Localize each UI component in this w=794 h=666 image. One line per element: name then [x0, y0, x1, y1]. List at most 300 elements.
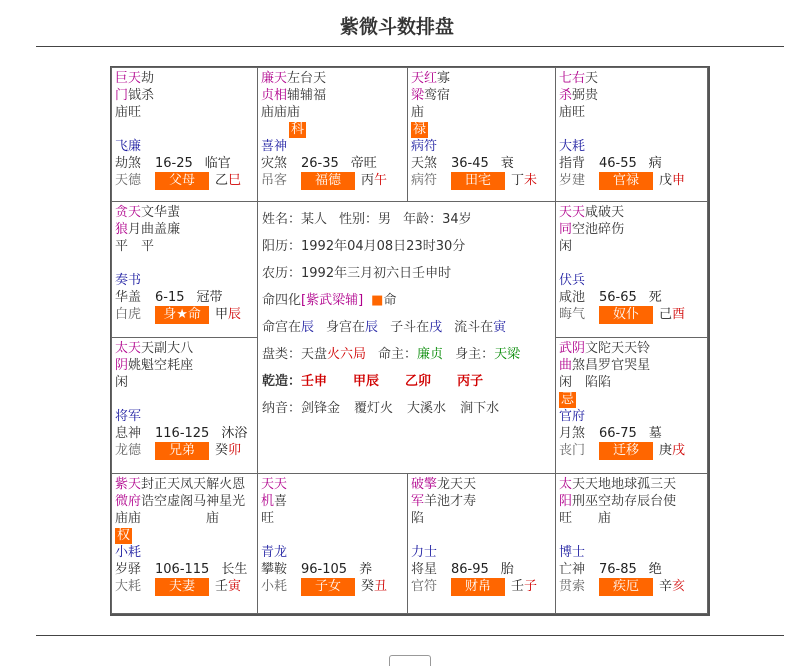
palace-name-badge[interactable]: 迁移 [599, 442, 653, 460]
god-name: 将军 [115, 409, 142, 424]
palace-name-badge[interactable]: 身★命 [155, 306, 209, 324]
brightness: 庙 [411, 105, 425, 120]
star-row-top [411, 476, 555, 493]
star-char: 擎 [424, 477, 438, 492]
transform-row [559, 391, 707, 408]
info-text: 天梁 [494, 347, 521, 362]
info-text: 身主： [455, 347, 495, 362]
top-divider [36, 46, 784, 47]
palace-cell[interactable] [257, 67, 408, 202]
palace-cell[interactable] [555, 67, 708, 202]
shensha-name: 劫煞 [115, 156, 142, 171]
star-char: 天 [141, 341, 155, 356]
star-char: 八 [180, 341, 194, 356]
star-char: 天 [128, 341, 142, 356]
star-char: 正 [154, 477, 168, 492]
brightness: 闲 陷陷 [559, 375, 612, 390]
age-row [559, 561, 707, 578]
star-row-bottom [261, 87, 407, 104]
pan-row [262, 341, 555, 368]
star-char: 福 [313, 88, 327, 103]
star-char: 府 [128, 494, 142, 509]
star-char: 龙 [437, 477, 451, 492]
god-name: 喜神 [261, 139, 288, 154]
shensha-name: 咸池 [559, 290, 586, 305]
star-char: 辅 [287, 88, 301, 103]
age-row [261, 155, 407, 172]
star-char: 紫 [115, 477, 129, 492]
star-row-top [261, 476, 407, 493]
star-row-top [115, 204, 257, 221]
god-name: 官府 [559, 409, 586, 424]
star-char: 文 [141, 205, 155, 220]
bazi-pillar: 丙子 [457, 374, 484, 389]
suisha-name: 贯索 [559, 579, 586, 594]
transform-row [115, 391, 257, 408]
life-stage: 病 [648, 156, 662, 171]
life-stage: 冠带 [196, 290, 223, 305]
brightness: 闲 [559, 239, 573, 254]
star-char: 姚 [128, 358, 142, 373]
palace-cell[interactable] [555, 337, 708, 474]
info-text: 辰 [365, 320, 379, 335]
star-row-bottom [115, 357, 257, 374]
star-row-bottom [115, 87, 257, 104]
suisha-name: 官符 [411, 579, 438, 594]
star-char: 天 [559, 205, 573, 220]
star-char: 阴 [115, 358, 129, 373]
star-row-top [261, 70, 407, 87]
star-char: 羊 [424, 494, 438, 509]
star-char: 辅 [300, 88, 314, 103]
shensha-name: 华盖 [115, 290, 142, 305]
palace-cell[interactable] [111, 337, 258, 474]
star-char: 杀 [559, 88, 573, 103]
star-char: 辰 [637, 494, 651, 509]
suisha-name: 吊客 [261, 173, 288, 188]
star-char: 天 [274, 71, 288, 86]
star-char: 天 [274, 477, 288, 492]
life-stage: 绝 [648, 562, 662, 577]
palace-name-badge[interactable]: 疾厄 [599, 578, 653, 596]
star-char: 贪 [115, 205, 129, 220]
star-char: 空 [572, 222, 586, 237]
brightness: 庙旺 [559, 105, 586, 120]
star-char: 天 [193, 477, 207, 492]
transform-row [115, 255, 257, 272]
star-char: 三 [650, 477, 664, 492]
star-char: 煞 [572, 358, 586, 373]
life-stage: 墓 [648, 426, 662, 441]
suisha-name: 丧门 [559, 443, 586, 458]
palace-row [559, 578, 707, 596]
heavenly-stem: 癸 [361, 579, 375, 594]
bazi-pillar: 壬申 [301, 374, 328, 389]
star-char: 哭 [624, 358, 638, 373]
star-char: 光 [232, 494, 246, 509]
life-stage: 衰 [500, 156, 514, 171]
palace-row [115, 578, 257, 596]
nayin-row [262, 395, 555, 422]
star-char: 使 [663, 494, 677, 509]
star-char: 池 [585, 222, 599, 237]
star-char: 劫 [611, 494, 625, 509]
palace-cell[interactable] [407, 473, 556, 614]
life-stage: 死 [648, 290, 662, 305]
palace-cell[interactable] [407, 67, 556, 202]
star-char: 盖 [154, 222, 168, 237]
star-char: 神 [206, 494, 220, 509]
info-text: 纳音： [262, 401, 302, 416]
sihua-row [262, 287, 555, 314]
god-name: 飞廉 [115, 139, 142, 154]
star-char: 军 [411, 494, 425, 509]
heavenly-stem: 癸 [215, 443, 229, 458]
star-char: 太 [115, 341, 129, 356]
brightness: 庙庙庙 [261, 105, 301, 120]
star-char: 天 [572, 205, 586, 220]
heavenly-stem: 甲 [215, 307, 229, 322]
star-char: 空 [154, 358, 168, 373]
suisha-name: 龙德 [115, 443, 142, 458]
info-text: 火六局 [327, 347, 367, 362]
age-range: 116-125 [155, 426, 210, 441]
center-info-panel [257, 201, 556, 474]
age-range: 66-75 [599, 426, 637, 441]
star-char: 天 [624, 341, 638, 356]
star-row-top [115, 340, 257, 357]
transform-row [115, 121, 257, 138]
star-char: 天 [128, 71, 142, 86]
star-char: 杀 [141, 88, 155, 103]
star-row-top [115, 70, 257, 87]
info-text: 流斗在 [454, 320, 494, 335]
star-char: 梁 [411, 88, 425, 103]
star-char: 华 [154, 205, 168, 220]
star-char: 虚 [167, 494, 181, 509]
age-row [411, 561, 555, 578]
age-range: 16-25 [155, 156, 193, 171]
star-char: 天 [663, 477, 677, 492]
suisha-name: 病符 [411, 173, 438, 188]
star-char: 曲 [559, 358, 573, 373]
star-char: 廉 [167, 222, 181, 237]
palace-name-badge[interactable]: 夫妻 [155, 578, 209, 596]
god-name: 力士 [411, 545, 438, 560]
god-name: 大耗 [559, 139, 586, 154]
star-char: 阳 [559, 494, 573, 509]
star-char: 太 [559, 477, 573, 492]
earthly-branch: 子 [524, 579, 538, 594]
shensha-name: 攀鞍 [261, 562, 288, 577]
heavenly-stem: 壬 [215, 579, 229, 594]
star-char: 相 [274, 88, 288, 103]
info-text: 阳历： [262, 239, 302, 254]
info-text: 命 [383, 293, 397, 308]
earthly-branch: 亥 [672, 579, 686, 594]
info-text: 某人 [301, 212, 328, 227]
life-stage: 长生 [221, 562, 248, 577]
palace-name-badge[interactable]: 官禄 [599, 172, 653, 190]
palace-name-badge[interactable]: 奴仆 [599, 306, 653, 324]
star-char: 陀 [598, 341, 612, 356]
god-name: 青龙 [261, 545, 288, 560]
star-char: 空 [154, 494, 168, 509]
star-char: 刑 [572, 494, 586, 509]
star-char: 孤 [637, 477, 651, 492]
name-row [262, 206, 555, 233]
star-char: 存 [624, 494, 638, 509]
star-char: 副 [154, 341, 168, 356]
life-stage: 临官 [204, 156, 231, 171]
palace-row [115, 172, 257, 190]
nayin-value: 大溪水 [407, 401, 447, 416]
earthly-branch: 卯 [228, 443, 242, 458]
palace-cell[interactable] [555, 473, 708, 614]
star-row-top [559, 70, 707, 87]
star-char: 文 [585, 341, 599, 356]
star-char: 座 [180, 358, 194, 373]
palace-name-badge[interactable]: 福德 [301, 172, 355, 190]
heavenly-stem: 乙 [215, 173, 229, 188]
star-char: 武 [559, 341, 573, 356]
transform-badge: 权 [117, 528, 131, 543]
nayin-value: 覆灯火 [354, 401, 394, 416]
age-range: 36-45 [451, 156, 489, 171]
age-range: 56-65 [599, 290, 637, 305]
star-char: 封 [141, 477, 155, 492]
info-text: 乾造： [262, 374, 302, 389]
god-name: 病符 [411, 139, 438, 154]
star-row-bottom [115, 493, 257, 510]
life-stage: 胎 [500, 562, 514, 577]
star-char: 钺 [128, 88, 142, 103]
palace-row [411, 172, 555, 190]
info-text: 廉贞 [417, 347, 444, 362]
star-char: 破 [411, 477, 425, 492]
star-row-bottom [261, 493, 407, 510]
shensha-name: 天煞 [411, 156, 438, 171]
star-char: 阁 [180, 494, 194, 509]
star-row-bottom [559, 87, 707, 104]
star-row-bottom [559, 221, 707, 238]
transform-row [115, 527, 257, 544]
star-char: 魁 [141, 358, 155, 373]
age-row [559, 425, 707, 442]
info-text: 戌 [429, 320, 443, 335]
age-row [559, 155, 707, 172]
star-char: 解 [206, 477, 220, 492]
heavenly-stem: 戊 [659, 173, 673, 188]
star-char: 天 [450, 477, 464, 492]
heavenly-stem: 丙 [361, 173, 375, 188]
palace-row [261, 578, 407, 596]
earthly-branch: 未 [524, 173, 538, 188]
star-row-top [559, 340, 707, 357]
star-char: 才 [450, 494, 464, 509]
palace-name-badge[interactable]: 财帛 [451, 578, 505, 596]
star-char: 右 [572, 71, 586, 86]
info-text: 性别： [339, 212, 379, 227]
earthly-branch: 戌 [672, 443, 686, 458]
bazi-pillar: 乙卯 [405, 374, 432, 389]
palace-cell[interactable] [111, 67, 258, 202]
transform-row [559, 121, 707, 138]
info-text: 男 [378, 212, 392, 227]
palace-row [115, 442, 257, 460]
chart-grid [110, 66, 710, 616]
brightness: 庙庙 庙 [115, 511, 220, 526]
age-row [115, 289, 257, 306]
info-text: [紫武梁辅] [301, 293, 364, 308]
transform-row [261, 527, 407, 544]
star-char: 门 [115, 88, 129, 103]
age-row [115, 155, 257, 172]
age-row [261, 561, 407, 578]
palace-name-badge[interactable]: 父母 [155, 172, 209, 190]
star-char: 弼 [572, 88, 586, 103]
info-text: 命四化 [262, 293, 302, 308]
star-char: 碎 [598, 222, 612, 237]
star-char: 空 [598, 494, 612, 509]
age-row [411, 155, 555, 172]
heavenly-stem: 己 [659, 307, 673, 322]
suisha-name: 岁建 [559, 173, 586, 188]
life-stage: 养 [359, 562, 373, 577]
star-char: 月 [128, 222, 142, 237]
shensha-name: 息神 [115, 426, 142, 441]
star-char: 狼 [115, 222, 129, 237]
palace-name-badge[interactable]: 子女 [301, 578, 355, 596]
info-text: 盘类：天盘 [262, 347, 328, 362]
transform-row [261, 121, 407, 138]
earthly-branch: 午 [374, 173, 388, 188]
star-char: 台 [650, 494, 664, 509]
suisha-name: 白虎 [115, 307, 142, 322]
info-text: 年龄： [403, 212, 443, 227]
palace-cell[interactable] [111, 473, 258, 614]
star-char: 机 [261, 494, 275, 509]
star-char: 天 [585, 477, 599, 492]
star-char: 天 [167, 477, 181, 492]
star-char: 地 [611, 477, 625, 492]
star-char: 星 [219, 494, 233, 509]
star-row-bottom [559, 493, 707, 510]
star-row-bottom [411, 493, 555, 510]
star-char: 星 [637, 358, 651, 373]
star-char: 劫 [141, 71, 155, 86]
earthly-branch: 辰 [228, 307, 242, 322]
star-char: 火 [219, 477, 233, 492]
solar-row [262, 233, 555, 260]
palace-cell[interactable] [257, 473, 408, 614]
star-char: 凤 [180, 477, 194, 492]
info-text: 身宫在 [326, 320, 366, 335]
age-row [115, 561, 257, 578]
brightness: 旺 庙 [559, 511, 612, 526]
palace-row [261, 172, 407, 190]
info-text: 命主： [378, 347, 418, 362]
star-char: 球 [624, 477, 638, 492]
star-char: 寿 [463, 494, 477, 509]
info-text: 子斗在 [390, 320, 430, 335]
age-range: 86-95 [451, 562, 489, 577]
star-char: 恩 [232, 477, 246, 492]
god-name: 伏兵 [559, 273, 586, 288]
earthly-branch: 巳 [228, 173, 242, 188]
heavenly-stem: 庚 [659, 443, 673, 458]
palace-row [559, 306, 707, 324]
age-range: 96-105 [301, 562, 348, 577]
star-char: 曲 [141, 222, 155, 237]
brightness: 庙旺 [115, 105, 142, 120]
star-char: 巫 [585, 494, 599, 509]
heavenly-stem: 丁 [511, 173, 525, 188]
suisha-name: 晦气 [559, 307, 586, 322]
pagination-tab[interactable] [389, 655, 431, 666]
star-char: 贞 [261, 88, 275, 103]
palace-row [559, 172, 707, 190]
star-row-bottom [559, 357, 707, 374]
info-text: 寅 [493, 320, 507, 335]
age-range: 46-55 [599, 156, 637, 171]
star-row-bottom [411, 87, 555, 104]
star-char: 耗 [167, 358, 181, 373]
star-char: 地 [598, 477, 612, 492]
star-char: 破 [598, 205, 612, 220]
info-text: 1992年三月初六日壬申时 [301, 266, 452, 281]
earthly-branch: 申 [672, 173, 686, 188]
shensha-name: 将星 [411, 562, 438, 577]
shensha-name: 月煞 [559, 426, 586, 441]
star-char: 大 [167, 341, 181, 356]
brightness: 陷 [411, 511, 425, 526]
star-char: 巨 [115, 71, 129, 86]
info-text: 34岁 [442, 212, 472, 227]
palace-row [115, 306, 257, 324]
star-char: 天 [463, 477, 477, 492]
god-name: 奏书 [115, 273, 142, 288]
life-stage: 沐浴 [221, 426, 248, 441]
star-char: 天 [611, 205, 625, 220]
palace-pos-row [262, 314, 555, 341]
age-range: 106-115 [155, 562, 210, 577]
transform-badge: 科 [291, 122, 305, 137]
star-char: 七 [559, 71, 573, 86]
star-char: 阴 [572, 341, 586, 356]
info-text: 农历： [262, 266, 302, 281]
nayin-value: 涧下水 [460, 401, 500, 416]
palace-cell[interactable] [111, 201, 258, 338]
transform-row [559, 527, 707, 544]
palace-name-badge[interactable]: 兄弟 [155, 442, 209, 460]
transform-row [411, 527, 555, 544]
age-range: 76-85 [599, 562, 637, 577]
star-char: 铃 [637, 341, 651, 356]
shensha-name: 亡神 [559, 562, 586, 577]
info-text: 命宫在 [262, 320, 302, 335]
star-char: 池 [437, 494, 451, 509]
star-char: 天 [572, 477, 586, 492]
star-char: 天 [611, 341, 625, 356]
star-char: 蜚 [167, 205, 181, 220]
star-char: 昌 [585, 358, 599, 373]
star-char: 天 [313, 71, 327, 86]
palace-name-badge[interactable]: 田宅 [451, 172, 505, 190]
palace-cell[interactable] [555, 201, 708, 338]
star-char: 微 [115, 494, 129, 509]
star-row-top [411, 70, 555, 87]
